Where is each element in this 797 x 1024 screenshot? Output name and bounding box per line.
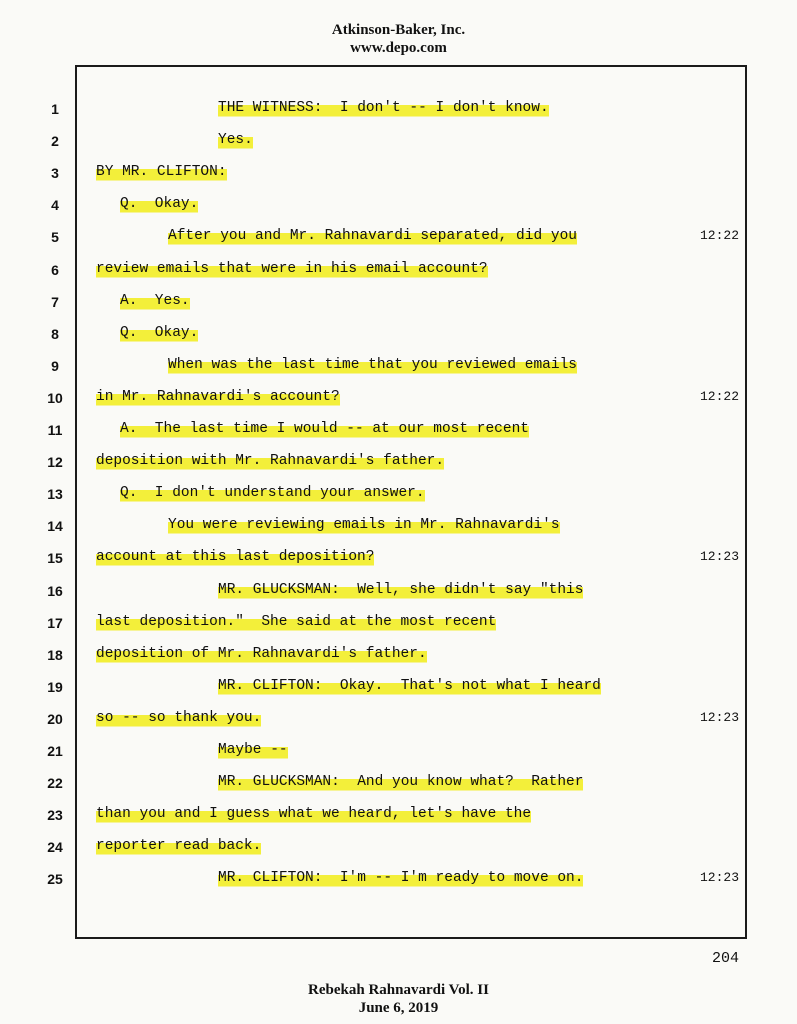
transcript-line (0, 319, 797, 351)
transcript-line (0, 608, 797, 640)
transcript-line (0, 511, 797, 543)
page-number: 204 (712, 950, 740, 967)
line-number: 23 (47, 807, 63, 824)
line-number: 8 (51, 325, 59, 342)
line-text: A. The last time I would -- at our most recent (120, 421, 529, 437)
line-number: 10 (47, 389, 63, 406)
timestamp: 12:22 (700, 228, 740, 244)
line-number: 18 (47, 646, 63, 663)
transcript-line (0, 287, 797, 319)
line-text: MR. GLUCKSMAN: And you know what? Rather (218, 774, 584, 791)
transcript-line (0, 864, 797, 896)
line-text: Q. Okay. (120, 196, 199, 213)
transcript-line (0, 640, 797, 672)
line-number: 22 (47, 775, 63, 792)
line-text: so -- so thank you. (96, 709, 262, 726)
line-text: Q. Okay. (120, 324, 199, 341)
line-text: MR. CLIFTON: Okay. That's not what I heard (218, 677, 601, 694)
transcript-line (0, 255, 797, 287)
transcript-line (0, 704, 797, 736)
line-text: You were reviewing emails in Mr. Rahnavardi's (168, 517, 560, 534)
line-text: review emails that were in his email account? (96, 260, 488, 277)
transcript-line (0, 222, 797, 254)
deposition-date: June 6, 2019 (358, 1000, 439, 1016)
line-text: account at this last deposition? (96, 549, 375, 566)
line-text: in Mr. Rahnavardi's account? (96, 388, 340, 405)
timestamp: 12:23 (700, 870, 740, 886)
line-text: THE WITNESS: I don't -- I don't know. (218, 100, 549, 116)
transcript-line (0, 576, 797, 608)
transcript-line (0, 126, 797, 158)
line-text: Maybe -- (218, 742, 288, 758)
line-number: 1 (51, 101, 59, 117)
line-number: 11 (47, 422, 63, 438)
transcript-line (0, 479, 797, 511)
transcript-line (0, 415, 797, 447)
line-number: 7 (51, 293, 59, 310)
transcript-line (0, 768, 797, 800)
line-text: A. Yes. (120, 292, 190, 309)
transcript-line (0, 672, 797, 704)
line-text: Q. I don't understand your answer. (120, 485, 425, 502)
line-number: 24 (47, 839, 63, 856)
line-number: 15 (47, 550, 63, 567)
line-text: last deposition." She said at the most recent (96, 613, 497, 630)
transcript-line (0, 190, 797, 222)
transcript-line (0, 543, 797, 575)
transcript-line (0, 158, 797, 190)
company-website: www.depo.com (350, 40, 447, 56)
transcript-line (0, 94, 797, 126)
line-text: MR. GLUCKSMAN: Well, she didn't say "this (218, 581, 584, 598)
witness-volume: Rebekah Rahnavardi Vol. II (308, 982, 489, 998)
line-number: 9 (51, 357, 59, 374)
transcript-line (0, 800, 797, 832)
line-text: than you and I guess what we heard, let's have the (96, 806, 532, 823)
line-number: 2 (51, 133, 59, 150)
line-number: 6 (51, 261, 59, 278)
line-text: reporter read back. (96, 838, 262, 855)
timestamp: 12:22 (700, 388, 740, 404)
line-text: deposition of Mr. Rahnavardi's father. (96, 645, 427, 662)
transcript-line (0, 351, 797, 383)
line-number: 4 (51, 197, 59, 214)
transcript-line (0, 736, 797, 768)
line-number: 16 (47, 582, 63, 599)
line-number: 21 (47, 743, 63, 759)
line-number: 17 (47, 614, 63, 631)
transcript-line (0, 383, 797, 415)
line-number: 19 (47, 678, 63, 695)
line-text: After you and Mr. Rahnavardi separated, did you (168, 228, 577, 245)
timestamp: 12:23 (700, 709, 740, 725)
line-text: MR. CLIFTON: I'm -- I'm ready to move on. (218, 870, 584, 887)
line-text: When was the last time that you reviewed emails (168, 356, 577, 373)
line-number: 13 (47, 486, 63, 503)
line-number: 14 (47, 518, 63, 535)
line-text: BY MR. CLIFTON: (96, 164, 227, 181)
line-number: 25 (47, 871, 63, 888)
timestamp: 12:23 (700, 549, 740, 565)
transcript-line (0, 832, 797, 864)
line-text: deposition with Mr. Rahnavardi's father. (96, 453, 445, 470)
line-number: 20 (47, 710, 63, 727)
line-text: Yes. (218, 132, 253, 149)
line-number: 5 (51, 229, 59, 246)
line-number: 3 (51, 165, 59, 182)
company-name: Atkinson-Baker, Inc. (331, 22, 466, 38)
transcript-line (0, 447, 797, 479)
line-number: 12 (47, 454, 63, 471)
